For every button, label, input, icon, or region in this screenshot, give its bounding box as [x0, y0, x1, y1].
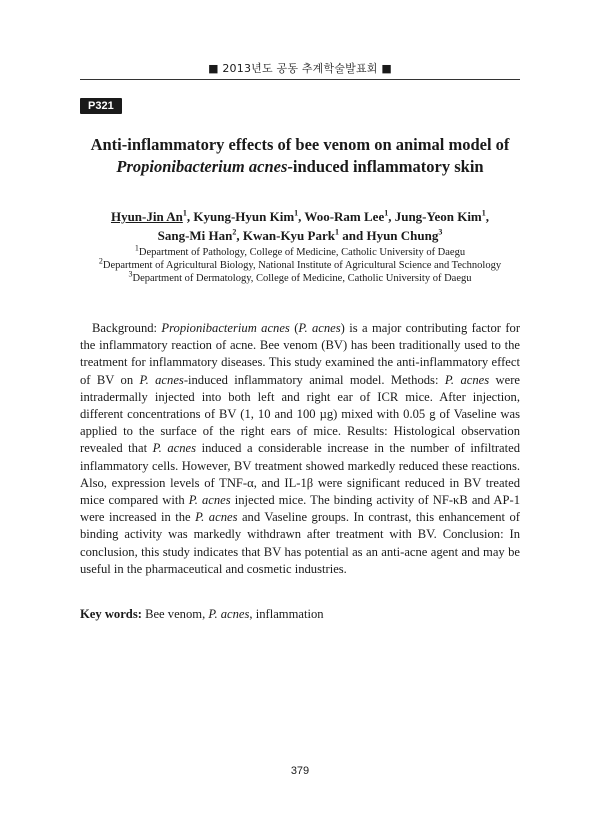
author-line-2: Sang-Mi Han$^2$, Kwan-Kyu Park$^1$ and Hyun Chung$^3$ — [157, 227, 443, 243]
abstract-text: induced a considerable increase in the number of infiltrated inflammatory cells. However, BV treatment showed markedly reduced these reactions. Also, expression levels of TNF-α, and IL-1β were significant reduced in BV treated mice compared with — [80, 441, 521, 508]
author: Sang-Mi Han — [157, 228, 233, 243]
affiliation-1 — [60, 243, 540, 259]
header-rule — [80, 79, 520, 80]
running-header: ■ 2013년도 공동 추계학술발표회 ■ — [208, 62, 392, 75]
author-list — [80, 207, 520, 245]
author: Jung-Yeon Kim — [394, 209, 482, 224]
affiliation-sup: 3 — [128, 269, 133, 279]
abstract-text: ( — [289, 321, 299, 335]
affiliation-3 — [60, 269, 540, 285]
author: Kwan-Kyu Park — [242, 228, 335, 243]
author-corresponding: Hyun Chung — [366, 228, 439, 243]
abstract-italic: Propionibacterium acnes — [161, 321, 290, 335]
affiliations — [60, 243, 540, 285]
abstract-text: were intradermally injected into both left and right ear of ICR mice. After injection, different concentrations of BV (1, 10 and 100 µg) mixed with 0.05 g of Vaseline was applied to the surface of the right ears of mice. Results: Histological observation revealed that — [80, 372, 520, 456]
keyword-italic: P. acnes — [208, 607, 250, 621]
author-presenting: Hyun-Jin An — [110, 209, 183, 224]
page-number: 379 — [290, 765, 310, 777]
author-sup: 3 — [438, 227, 443, 237]
affiliation-text: Department of Dermatology, College of Medicine, Catholic University of Daegu — [132, 273, 472, 284]
abstract-text: -induced inflammatory animal model. Methods: — [183, 372, 445, 387]
title-species: Propionibacterium acnes — [116, 157, 288, 176]
abstract-italic: P. acnes — [139, 372, 184, 387]
affiliation-text: Department of Pathology, College of Medicine, Catholic University of Daegu — [138, 247, 466, 258]
abstract-body — [80, 320, 520, 578]
abstract-text: Background: — [92, 321, 162, 335]
author-sup: 1 — [294, 208, 299, 218]
abstract-italic: P. acnes — [152, 441, 197, 456]
title-line-2-rest: -induced inflammatory skin — [287, 157, 484, 176]
abstract-text: ) is a major contributing factor for the inflammatory reaction of acne. Bee venom (BV) has been traditionally used to the treatment for inflammatory diseases. This study examined the anti-inflammatory effect of BV on — [80, 321, 521, 387]
author-line-1: Hyun-Jin An$^1$, Kyung-Hyun Kim$^1$, Woo-Ram Lee$^1$, Jung-Yeon Kim$^1$, — [110, 208, 490, 224]
abstract-text: injected mice. The binding activity of NF-κB and AP-1 were increased in the — [80, 493, 520, 525]
affiliation-text: Department of Agricultural Biology, National Institute of Agricultural Science and Technology — [102, 260, 502, 271]
paper-title — [80, 134, 520, 178]
author-sup: 1 — [182, 208, 187, 218]
keyword-text: , inflammation — [249, 607, 324, 621]
author-sup: 1 — [334, 227, 339, 237]
abstract-italic: P. acnes — [444, 372, 490, 387]
author-sup: 2 — [232, 227, 237, 237]
title-line-2 — [80, 156, 520, 178]
poster-number-badge: P321 — [80, 98, 122, 114]
abstract-italic: P. acnes — [298, 321, 341, 335]
author-sup: 1 — [481, 208, 486, 218]
keyword-text: Bee venom, — [141, 607, 209, 621]
keywords — [80, 606, 520, 623]
keywords-label: Key words: — [80, 607, 142, 621]
affiliation-sup: 1 — [134, 243, 139, 253]
title-line-1: Anti-inflammatory effects of bee venom on animal model of — [90, 135, 510, 154]
abstract-italic: P. acnes — [195, 510, 238, 525]
abstract-text: and Vaseline groups. In contrast, this enhancement of binding activity was markedly withdrawn after treatment with BV. Conclusion: In conclusion, this study indicates that BV has potential as an anti-acne agent and may be useful in the pharmaceutical and cosmetic industries. — [80, 510, 520, 576]
author: Woo-Ram Lee — [304, 209, 385, 224]
affiliation-sup: 2 — [98, 256, 103, 266]
author: Kyung-Hyun Kim — [193, 209, 295, 224]
author-conjunction: and — [342, 228, 364, 243]
abstract-italic: P. acnes — [188, 493, 231, 508]
author-sup: 1 — [384, 208, 389, 218]
